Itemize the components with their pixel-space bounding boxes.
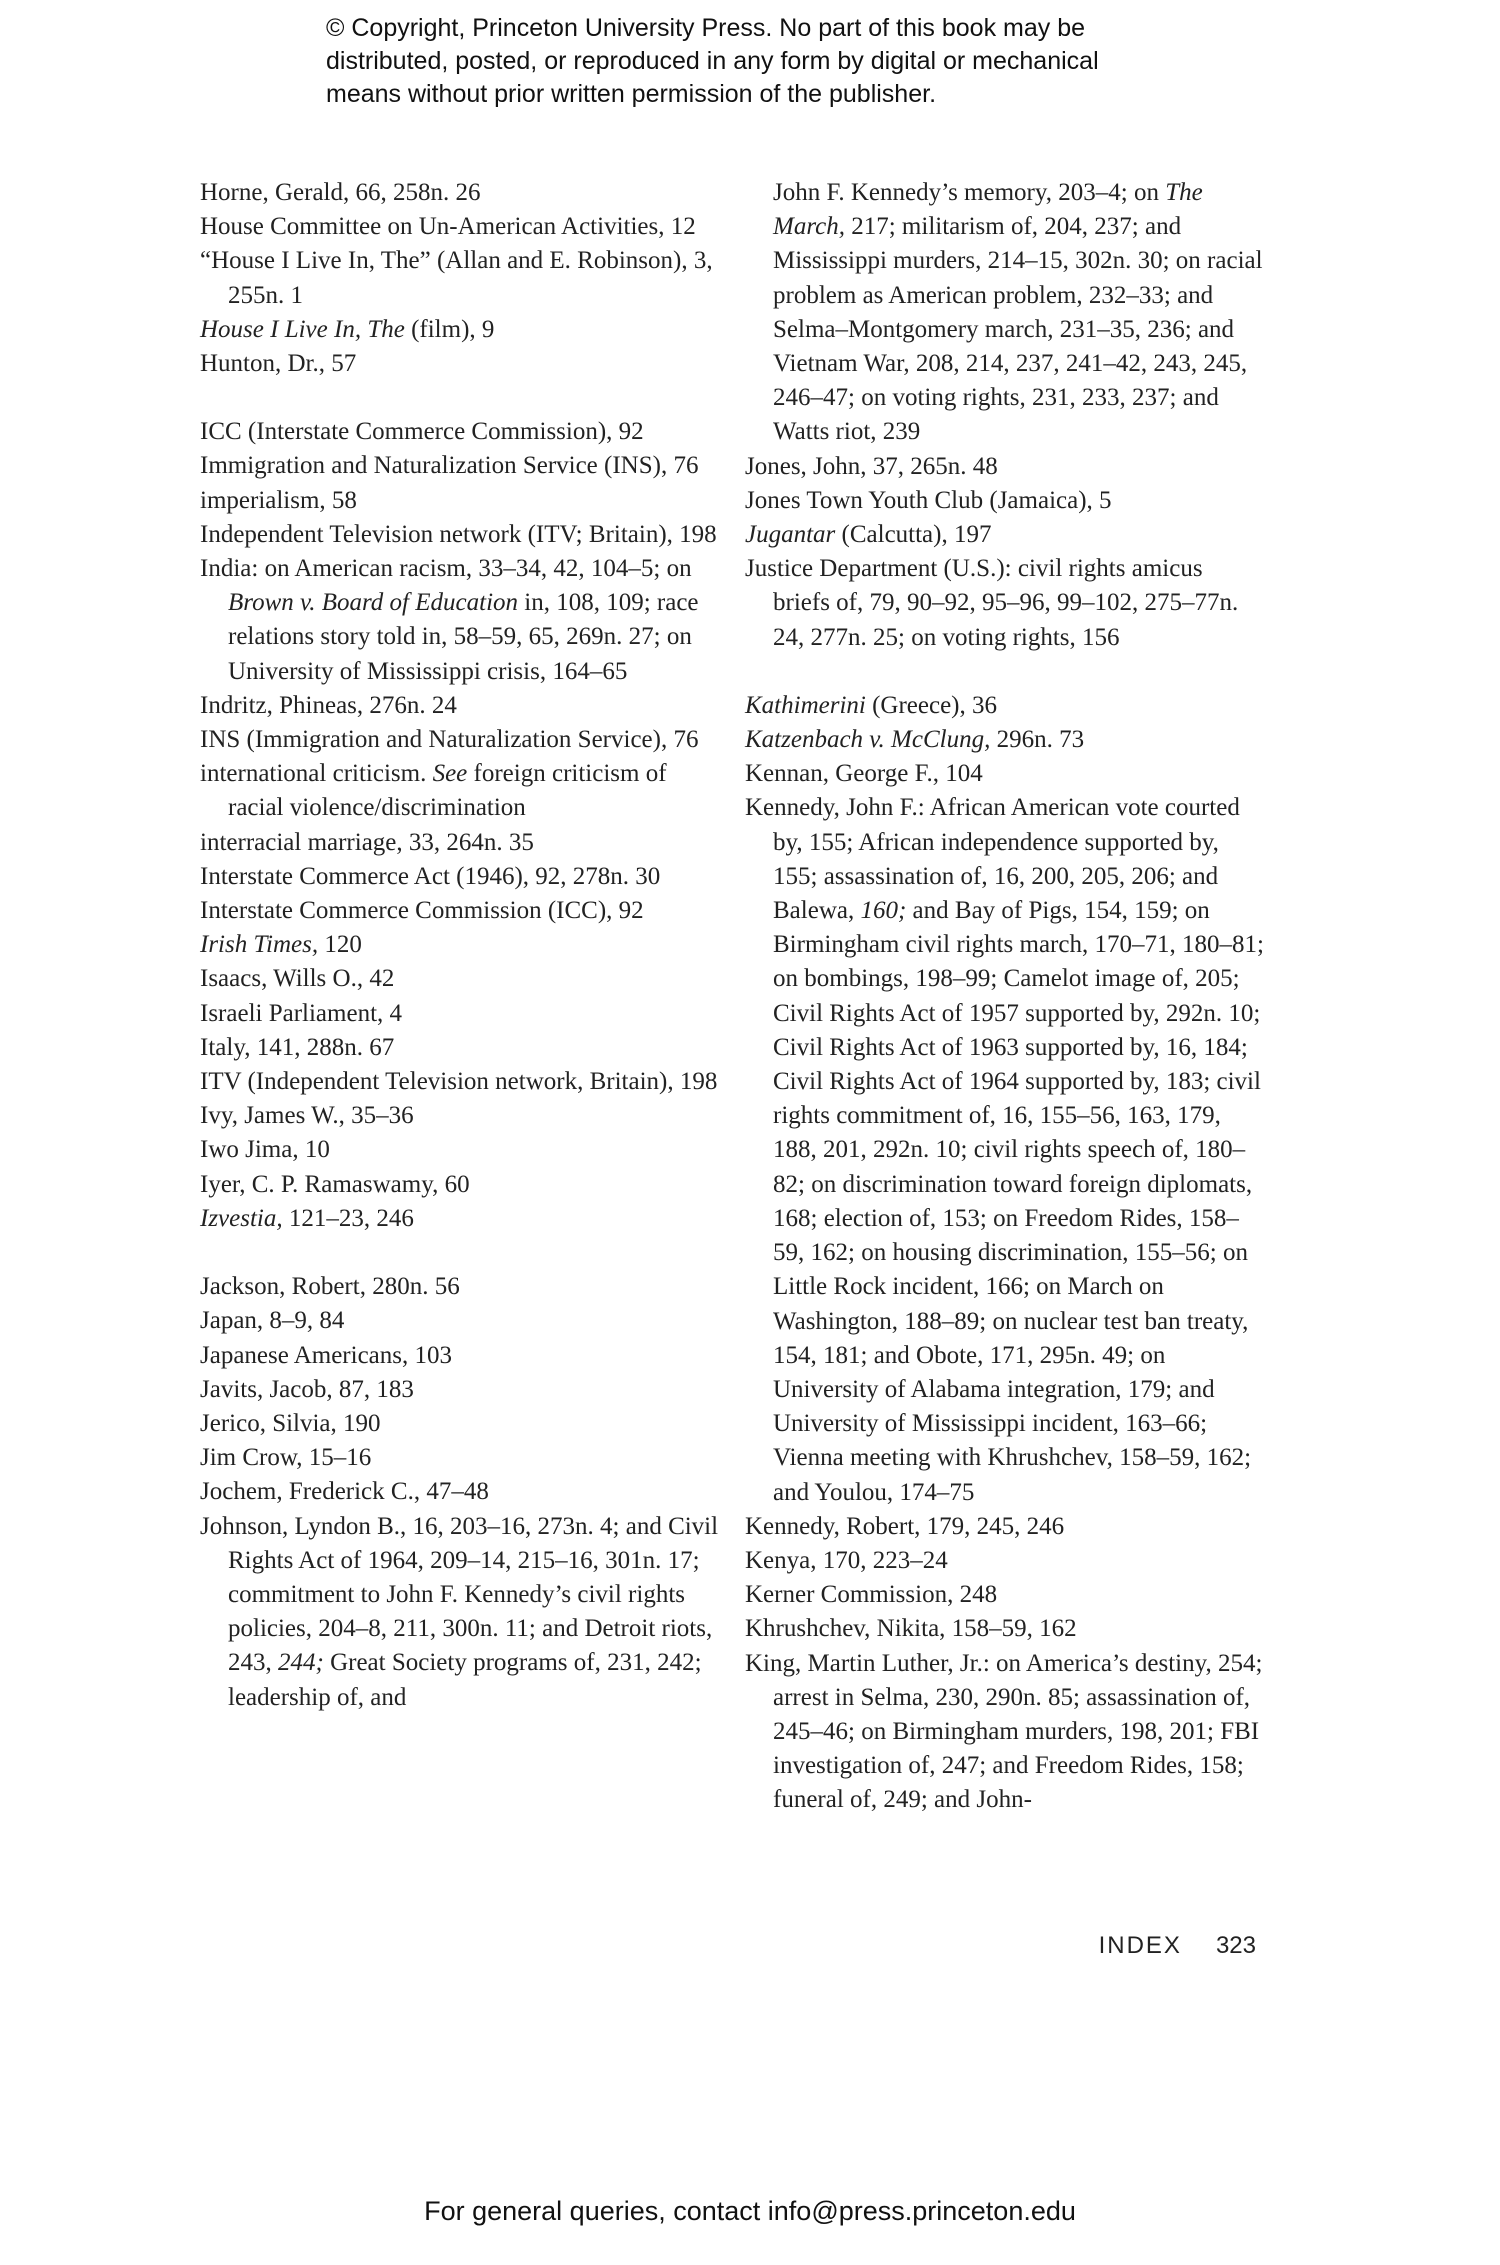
index-entry bbox=[745, 518, 1265, 552]
index-entry-text: “House I Live In, The” (Allan and E. Robinson), 3, 255n. 1 bbox=[200, 247, 713, 309]
index-entry bbox=[200, 962, 720, 996]
index-entry-text: (Calcutta), 197 bbox=[835, 521, 992, 549]
index-entry-text: Kennedy, John F.: African American vote courted by, 155; African independence supported by, 155; assassination of, 16, 200, 205, 206; and Balewa, bbox=[745, 794, 1240, 925]
index-entry-text: Horne, Gerald, 66, 258n. 26 bbox=[200, 179, 481, 206]
index-entry-text: in, 108, 109; race relations story told in, 58–59, 65, 269n. 27; on University of Mississippi crisis, 164–65 bbox=[228, 589, 699, 685]
index-entry bbox=[200, 1202, 720, 1236]
index-entry bbox=[200, 997, 720, 1031]
index-entry bbox=[200, 1031, 720, 1065]
index-entry bbox=[745, 1510, 1265, 1544]
index-entry bbox=[200, 313, 720, 347]
index-entry-text: Interstate Commerce Act (1946), 92, 278n. 30 bbox=[200, 862, 661, 890]
index-entry-text: Jugantar bbox=[745, 521, 836, 549]
index-entry-text: Kenya, 170, 223–24 bbox=[745, 1546, 948, 1574]
index-entry bbox=[200, 1407, 720, 1441]
index-entry bbox=[200, 689, 720, 723]
index-entry bbox=[200, 244, 720, 312]
copyright-notice bbox=[326, 12, 1326, 111]
index-entry bbox=[745, 1647, 1265, 1818]
index-entry-text: John F. Kennedy’s memory, 203–4; on bbox=[773, 179, 1166, 206]
index-entry bbox=[745, 176, 1265, 450]
index-entry bbox=[745, 1612, 1265, 1646]
copyright-line: means without prior written permission of the publisher. bbox=[326, 80, 937, 108]
footer-contact: For general queries, contact info@press.princeton.edu bbox=[424, 2196, 1076, 2226]
index-column-right bbox=[745, 176, 1265, 1818]
letter-group-gap bbox=[745, 655, 1265, 689]
copyright-line: distributed, posted, or reproduced in any form by digital or mechanical bbox=[326, 47, 1099, 75]
index-entry bbox=[200, 1099, 720, 1133]
index-entry-text: 160; bbox=[860, 897, 907, 925]
page-number: 323 bbox=[1215, 1932, 1256, 1959]
index-entry-text: (Greece), 36 bbox=[865, 691, 998, 719]
index-entry bbox=[200, 1133, 720, 1167]
index-entry bbox=[745, 689, 1265, 723]
index-entry-text: 121–23, 246 bbox=[282, 1204, 414, 1232]
index-entry-text: imperialism, 58 bbox=[200, 486, 357, 514]
index-entry-text: Jackson, Robert, 280n. 56 bbox=[200, 1273, 460, 1301]
index-entry bbox=[200, 860, 720, 894]
index-entry bbox=[745, 757, 1265, 791]
index-entry-text: Jim Crow, 15–16 bbox=[200, 1444, 372, 1472]
index-entry-text: Israeli Parliament, 4 bbox=[200, 999, 403, 1027]
index-entry-text: Javits, Jacob, 87, 183 bbox=[200, 1375, 414, 1403]
index-entry-text: foreign criticism of racial violence/discrimination bbox=[228, 760, 667, 822]
index-entry-text: 120 bbox=[318, 931, 362, 959]
index-entry-text: Brown v. Board of Education bbox=[228, 589, 519, 617]
copyright-line: © Copyright, Princeton University Press. No part of this book may be bbox=[326, 14, 1086, 42]
index-entry-text: interracial marriage, 33, 264n. 35 bbox=[200, 828, 534, 856]
index-entry bbox=[200, 1168, 720, 1202]
index-entry bbox=[200, 415, 720, 449]
index-entry-text: Kennan, George F., 104 bbox=[745, 760, 983, 788]
index-entry bbox=[200, 1475, 720, 1509]
index-entry-text: Katzenbach v. McClung, bbox=[745, 726, 991, 754]
letter-group-gap bbox=[200, 381, 720, 415]
index-entry bbox=[200, 1270, 720, 1304]
index-entry-text: ITV (Independent Television network, Britain), 198 bbox=[200, 1068, 718, 1096]
index-entry-text: Jochem, Frederick C., 47–48 bbox=[200, 1478, 489, 1506]
index-entry-text: Japan, 8–9, 84 bbox=[200, 1307, 345, 1335]
index-entry bbox=[200, 826, 720, 860]
index-entry bbox=[745, 450, 1265, 484]
index-entry-text: Kerner Commission, 248 bbox=[745, 1581, 998, 1609]
index-entry-text: 244; bbox=[278, 1649, 324, 1677]
index-entry-text: Jerico, Silvia, 190 bbox=[200, 1409, 381, 1437]
index-entry-text: Isaacs, Wills O., 42 bbox=[200, 965, 395, 993]
index-column-left bbox=[200, 176, 720, 1715]
index-entry-text: Iyer, C. P. Ramaswamy, 60 bbox=[200, 1170, 470, 1198]
index-entry-text: (film), 9 bbox=[404, 315, 495, 343]
index-entry bbox=[200, 1373, 720, 1407]
index-entry-text: and Bay of Pigs, 154, 159; on Birmingham civil rights march, 170–71, 180–81; on bombings, 198–99; Camelot image of, 205; Civil Rights Act of 1957 supported by, 292n. 10; Civil Rights Act of 1963 supported by, 16, 184; Civil Rights Act of 1964 supported by, 183; civil rights commitment of, 16, 155–56, 163, 179, 188, 201, 292n. 10; civil rights speech of, 180–82; on discrimination toward foreign diplomats, 168; election of, 153; on Freedom Rides, 158–59, 162; on housing discrimination, 155–56; on Little Rock incident, 166; on March on Washington, 188–89; on nuclear test ban treaty, 154, 181; and Obote, 171, 295n. 49; on University of Alabama integration, 179; and University of Mississippi incident, 163–66; Vienna meeting with Khrushchev, 158–59, 162; and Youlou, 174–75 bbox=[773, 897, 1264, 1506]
index-entry bbox=[745, 723, 1265, 757]
index-entry-text: Kathimerini bbox=[745, 691, 866, 719]
index-entry bbox=[200, 1304, 720, 1338]
index-entry-text: Irish Times, bbox=[200, 931, 319, 959]
index-entry-text: India: on American racism, 33–34, 42, 104–5; on bbox=[200, 555, 692, 583]
index-entry-text: Jones, John, 37, 265n. 48 bbox=[745, 452, 998, 480]
index-entry bbox=[200, 1339, 720, 1373]
index-entry-text: Interstate Commerce Commission (ICC), 92 bbox=[200, 897, 644, 925]
index-entry bbox=[200, 176, 720, 210]
index-entry-text: international criticism. bbox=[200, 760, 433, 788]
index-entry-text: Japanese Americans, 103 bbox=[200, 1341, 453, 1369]
index-entry-text: Khrushchev, Nikita, 158–59, 162 bbox=[745, 1615, 1077, 1643]
index-entry-text: Iwo Jima, 10 bbox=[200, 1136, 330, 1164]
index-entry-text: 296n. 73 bbox=[990, 726, 1085, 754]
index-entry bbox=[200, 723, 720, 757]
index-entry-text: 217; militarism of, 204, 237; and Mississippi murders, 214–15, 302n. 30; on racial problem as American problem, 232–33; and Selma–Montgomery march, 231–35, 236; and Vietnam War, 208, 214, 237, 241–42, 243, 245, 246–47; on voting rights, 231, 233, 237; and Watts riot, 239 bbox=[773, 213, 1263, 446]
index-entry bbox=[200, 1065, 720, 1099]
index-entry-text: Immigration and Naturalization Service (INS), 76 bbox=[200, 452, 699, 480]
index-entry bbox=[200, 210, 720, 244]
page-folio bbox=[1099, 1932, 1256, 1960]
index-entry bbox=[200, 552, 720, 689]
index-entry bbox=[745, 1578, 1265, 1612]
index-entry bbox=[745, 484, 1265, 518]
index-entry-text: See bbox=[432, 760, 468, 788]
index-entry bbox=[745, 791, 1265, 1509]
index-entry bbox=[745, 552, 1265, 655]
letter-group-gap bbox=[200, 1236, 720, 1270]
index-entry-text: Jones Town Youth Club (Jamaica), 5 bbox=[745, 486, 1112, 514]
index-entry-text: Johnson, Lyndon B., 16, 203–16, 273n. 4; and Civil Rights Act of 1964, 209–14, 215–16, 301n. 17; commitment to John F. Kennedy’s civil rights policies, 204–8, 211, 300n. 11; and Detroit riots, 243, bbox=[200, 1512, 719, 1677]
index-entry bbox=[200, 1510, 720, 1715]
index-entry bbox=[200, 347, 720, 381]
index-entry-text: Ivy, James W., 35–36 bbox=[200, 1102, 414, 1130]
index-entry-text: House I Live In, The bbox=[200, 315, 405, 343]
index-entry bbox=[200, 894, 720, 928]
index-entry-text: King, Martin Luther, Jr.: on America’s destiny, 254; arrest in Selma, 230, 290n. 85; assassination of, 245–46; on Birmingham murders, 198, 201; FBI investigation of, 247; and Freedom Rides, 158; funeral of, 249; and John- bbox=[745, 1649, 1263, 1814]
index-entry-text: Hunton, Dr., 57 bbox=[200, 350, 357, 378]
index-entry bbox=[200, 484, 720, 518]
index-entry-text: Kennedy, Robert, 179, 245, 246 bbox=[745, 1512, 1065, 1540]
index-entry bbox=[200, 1441, 720, 1475]
index-entry-text: INS (Immigration and Naturalization Service), 76 bbox=[200, 726, 699, 754]
index-entry bbox=[200, 928, 720, 962]
index-entry-text: Independent Television network (ITV; Britain), 198 bbox=[200, 520, 717, 548]
index-entry-text: Justice Department (U.S.): civil rights amicus briefs of, 79, 90–92, 95–96, 99–102, 275–77n. 24, 277n. 25; on voting rights, 156 bbox=[745, 555, 1239, 651]
running-head: INDEX bbox=[1098, 1932, 1182, 1959]
index-entry-text: The March, bbox=[773, 179, 1203, 241]
index-entry-text: Italy, 141, 288n. 67 bbox=[200, 1033, 395, 1061]
index-entry-text: ICC (Interstate Commerce Commission), 92 bbox=[200, 418, 644, 446]
index-entry bbox=[200, 518, 720, 552]
index-entry bbox=[200, 449, 720, 483]
index-entry-text: Indritz, Phineas, 276n. 24 bbox=[200, 691, 457, 719]
index-entry-text: Izvestia, bbox=[200, 1204, 283, 1232]
index-entry-text: House Committee on Un-American Activities, 12 bbox=[200, 213, 696, 241]
index-entry bbox=[745, 1544, 1265, 1578]
index-entry bbox=[200, 757, 720, 825]
index-entry-text: Great Society programs of, 231, 242; leadership of, and bbox=[228, 1649, 702, 1711]
